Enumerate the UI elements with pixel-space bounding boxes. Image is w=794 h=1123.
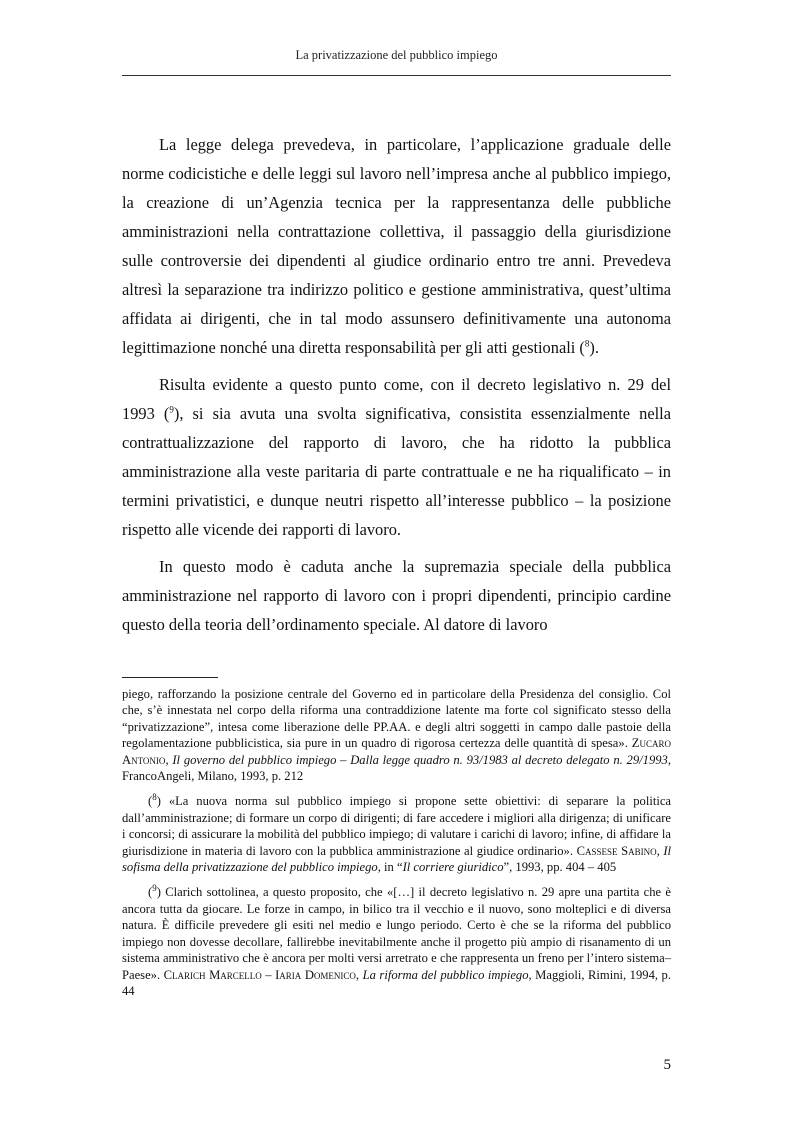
footnote-8-pub: ”, 1993, pp. 404 – 405	[503, 860, 617, 875]
footnote-continuation: piego, rafforzando la posizione centrale del Governo ed in particolare della Presidenza del consiglio. Col che, s’è innestata nel corpo della riforma una contraddizione latente ma forte col significato stesso della “privatizzazione”, intesa come liberazione delle PP.AA. e degli altri soggetti in campo dalle pastoie della regolamentazione pubblicistica, sia pure in un quadro di rigorosa certezza delle quantità di spesa». Zucaro Antonio, Il governo del pubblico impiego – Dalla legge quadro n. 93/1983 al decreto delegato n. 29/1993, FrancoAngeli, Milano, 1993, p. 212	[122, 687, 671, 784]
footnote-separator	[122, 677, 218, 678]
footnotes	[122, 686, 671, 1008]
footnote-9-author: Clarich Marcello – Iaria Domenico	[163, 967, 356, 982]
footnote-cont-text: piego, rafforzando la posizione centrale del Governo ed in particolare della Presidenza del consiglio. Col che, s’è innestata nel corpo della riforma una contraddizione latente ma forte col significato stesso della “privatizzazione”, intesa come liberazione delle PP.AA. e degli altri soggetti in campo dalle pastoie della regolamentazione pubblicistica, sia pure in un quadro di rigorosa certezza delle quantità di spesa».	[122, 687, 671, 751]
footnote-9: ($^9$) Clarich sottolinea, a questo proposito, che «[…] il decreto legislativo n. 29 apre una partita che è ancora tutta da giocare. Le forze in campo, in bilico tra il vecchio e il nuovo, sono molteplici e di diversa natura. È difficile prevedere gli esiti nel medio e lungo periodo. Certo è che se la riforma del pubblico impiego non dovesse decollare, fallirebbe inevitabilmente anche il progetto più ampio di risanamento di un sistema amministrativo che è ancora per molti versi arretrato e che rappresenta un freno per l’intero sistema–Paese». Clarich Marcello – Iaria Domenico, La riforma del pubblico impiego, Maggioli, Rimini, 1994, p. 44	[122, 883, 672, 998]
document-page	[122, 0, 671, 1123]
footnote-8-author: Cassese Sabino	[576, 843, 657, 858]
page-number: 5	[663, 1057, 671, 1073]
footnote-8-journal: Il corriere giuridico	[402, 860, 504, 875]
footnote-cont-pub: , FrancoAngeli, Milano, 1993, p. 212	[122, 752, 671, 784]
footnote-8-number: 8	[152, 792, 157, 803]
footnote-cont-author: Zucaro Antonio	[122, 736, 671, 767]
footnote-ref-9[interactable]: 9	[169, 404, 174, 415]
footnote-9-number: 9	[152, 883, 157, 894]
footnote-8-in: , in “	[377, 860, 403, 875]
paragraph-1-end: ).	[589, 338, 599, 357]
footnote-9-title: La riforma del pubblico impiego	[362, 967, 529, 982]
footnote-8-text: «La nuova norma sul pubblico impiego si propone sette obiettivi: di separare la politica dall’amministrazione; di formare un corpo di dirigenti; di fare accedere i migliori alla dirigenza; di unificare i concorsi; di assicurare la mobilità del pubblico impiego; di valutare i carichi di lavoro; infine, di affidare la giurisdizione in materia di lavoro con la pubblica amministrazione al giudice ordinario».	[122, 794, 671, 858]
paragraph-3: In questo modo è caduta anche la supremazia speciale della pubblica amministrazione nel rapporto di lavoro con i propri dipendenti, principio cardine questo della teoria dell’ordinamento speciale. Al datore di lavoro	[122, 557, 671, 634]
running-header: La privatizzazione del pubblico impiego	[295, 48, 498, 62]
footnote-9-pub: , Maggioli, Rimini, 1994, p. 44	[122, 967, 671, 998]
main-text	[122, 130, 671, 647]
footnote-8-title: Il sofisma della privatizzazione del pubblico impiego	[122, 843, 672, 875]
footnote-ref-8[interactable]: 8	[584, 338, 590, 349]
header-rule	[122, 75, 671, 76]
paragraph-1-text: La legge delega prevedeva, in particolare, l’applicazione graduale delle norme codicistiche e delle leggi sul lavoro nell’impresa anche al pubblico impiego, la creazione di un’Agenzia tecnica per la rappresentanza delle pubbliche amministrazioni nella contrattazione collettiva, il passaggio della giurisdizione sulle controversie dei dipendenti al giudice ordinario entro tre anni. Prevedeva altresì la separazione tra indirizzo politico e gestione amministrativa, quest’ultima affidata ai dirigenti, che in tal modo assunsero definitivamente una autonoma legittimazione nonché una diretta responsabilità per gli atti gestionali (	[122, 135, 671, 357]
footnote-cont-title: Il governo del pubblico impiego – Dalla legge quadro n. 93/1983 al decreto delegato n. 29/1993	[172, 752, 668, 767]
paragraph-2-text-a: Risulta evidente a questo punto come, con il decreto legislativo n. 29 del 1993 (	[122, 375, 671, 423]
footnote-8: ($^8$) «La nuova norma sul pubblico impiego si propone sette obiettivi: di separare la politica dall’amministrazione; di formare un corpo di dirigenti; di fare accedere i migliori alla dirigenza; di unificare i concorsi; di assicurare la mobilità del pubblico impiego; di valutare i carichi di lavoro; infine, di affidare la giurisdizione in materia di lavoro con la pubblica amministrazione al giudice ordinario». Cassese Sabino, Il sofisma della privatizzazione del pubblico impiego, in “Il corriere giuridico”, 1993, pp. 404 – 405	[122, 792, 672, 875]
paragraph-1	[122, 130, 671, 362]
paragraph-2-text-b: ), si sia avuta una svolta significativa, consistita essenzialmente nella contrattualizzazione del rapporto di lavoro, che ha ridotto la pubblica amministrazione alla veste paritaria di parte contrattuale e ne ha riqualificato – in termini privatistici, e dunque neutri rispetto all’interesse pubblico – la posizione rispetto alle vicende dei rapporti di lavoro.	[122, 404, 671, 539]
paragraph-2	[122, 370, 671, 544]
footnote-9-text: Clarich sottolinea, a questo proposito, che «[…] il decreto legislativo n. 29 apre una partita che è ancora tutta da giocare. Le forze in campo, in bilico tra il vecchio e il nuovo, sono molteplici e di diversa natura. È difficile prevedere gli esiti nel medio e lungo periodo. Certo è che se la riforma del pubblico impiego non dovesse decollare, fallirebbe inevitabilmente anche il progetto più ampio di risanamento di un sistema amministrativo che è ancora per molti versi arretrato e che rappresenta un freno per l’intero sistema–Paese».	[122, 885, 672, 982]
